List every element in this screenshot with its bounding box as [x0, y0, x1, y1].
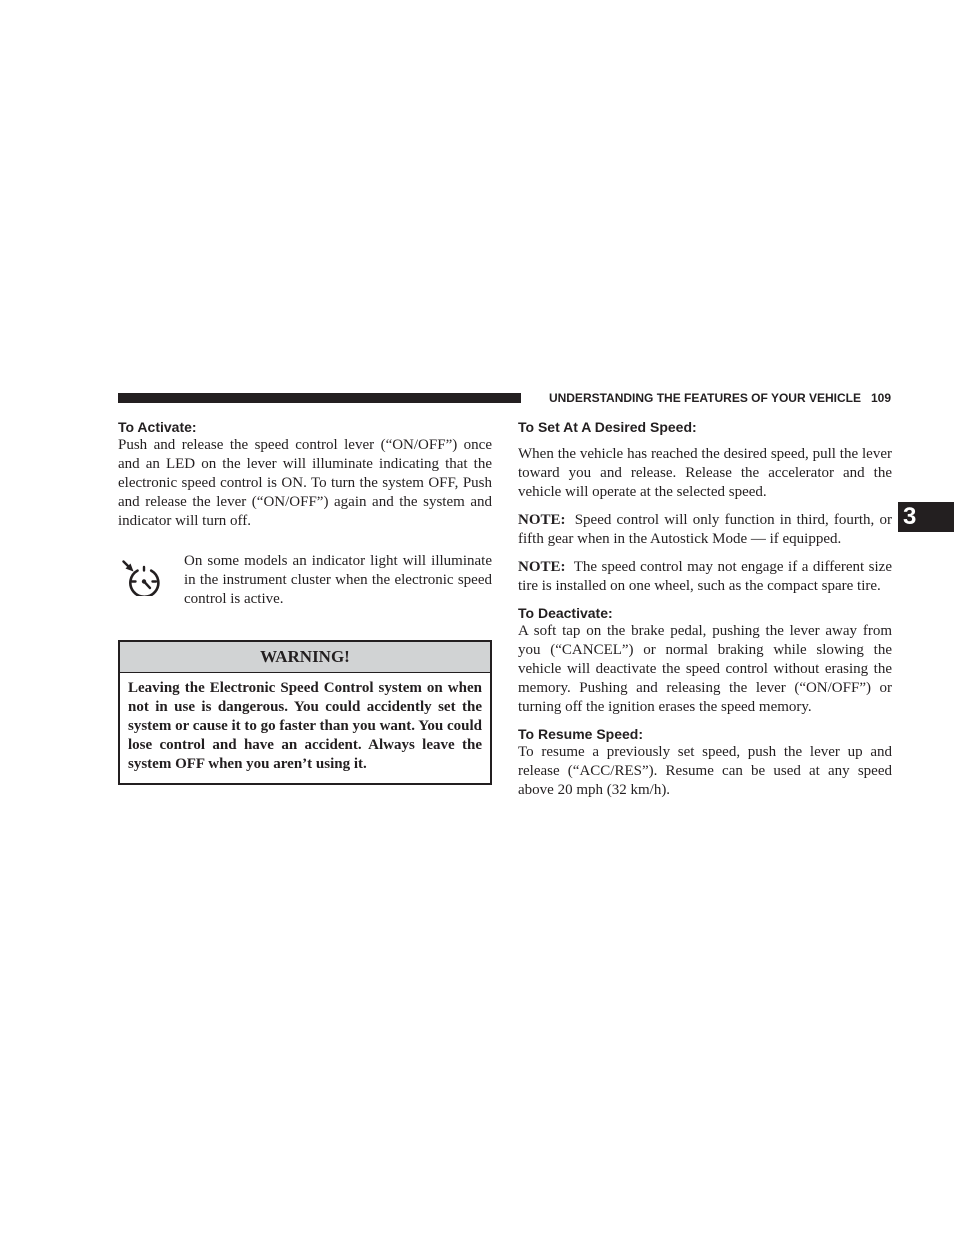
note-text: The speed control may not engage if a different size tire is installed on one wheel, such as the compact spare tire.	[518, 559, 892, 594]
activate-heading: To Activate:	[118, 419, 197, 435]
running-header	[531, 390, 891, 406]
header-title: UNDERSTANDING THE FEATURES OF YOUR VEHICLE	[548, 391, 861, 405]
resume-paragraph: To resume a previously set speed, push the lever up and release (“ACC/RES”). Resume can be used at any speed above 20 mph (32 km/h).	[518, 744, 892, 798]
note-autostick	[518, 511, 892, 549]
note-text: Speed control will only function in third, fourth, or fifth gear when in the Autostick Mode — if equipped.	[518, 512, 892, 547]
warning-title: WARNING!	[120, 642, 490, 673]
warning-box	[118, 640, 492, 785]
right-column	[518, 418, 892, 800]
set-speed-paragraph: When the vehicle has reached the desired speed, pull the lever toward you and release. Release the accelerator and the vehicle will operate at the selected speed.	[518, 446, 892, 500]
left-column	[118, 418, 492, 785]
note-label: NOTE:	[518, 512, 566, 528]
deactivate-heading: To Deactivate:	[518, 605, 613, 621]
speedometer-arrow-icon	[122, 560, 164, 596]
warning-text: Leaving the Electronic Speed Control system on when not in use is dangerous. You could accidently set the system or cause it to go faster than you want. You could lose control and have an accident. Always leave the system OFF when you aren’t using it.	[128, 680, 482, 772]
set-speed-heading: To Set At A Desired Speed:	[518, 419, 697, 435]
note-tire-size	[518, 558, 892, 596]
header-rule	[118, 393, 521, 403]
deactivate-paragraph: A soft tap on the brake pedal, pushing the lever away from you (“CANCEL”) or normal braking while slowing the vehicle will deactivate the speed control without erasing the memory. Pushing and releasing the lever (“ON/OFF”) or turning off the ignition erases the speed memory.	[518, 623, 892, 715]
indicator-note	[118, 552, 492, 612]
note-label: NOTE:	[518, 559, 566, 575]
indicator-paragraph: On some models an indicator light will illuminate in the instrument cluster when the electronic speed control is active.	[184, 553, 492, 607]
chapter-tab: 3	[898, 502, 954, 532]
page-number: 109	[870, 391, 891, 405]
resume-heading: To Resume Speed:	[518, 726, 643, 742]
activate-paragraph: Push and release the speed control lever (“ON/OFF”) once and an LED on the lever will illuminate indicating that the electronic speed control is ON. To turn the system OFF, Push and release the lever (“ON/OFF”) again and the system and indicator will turn off.	[118, 437, 492, 529]
